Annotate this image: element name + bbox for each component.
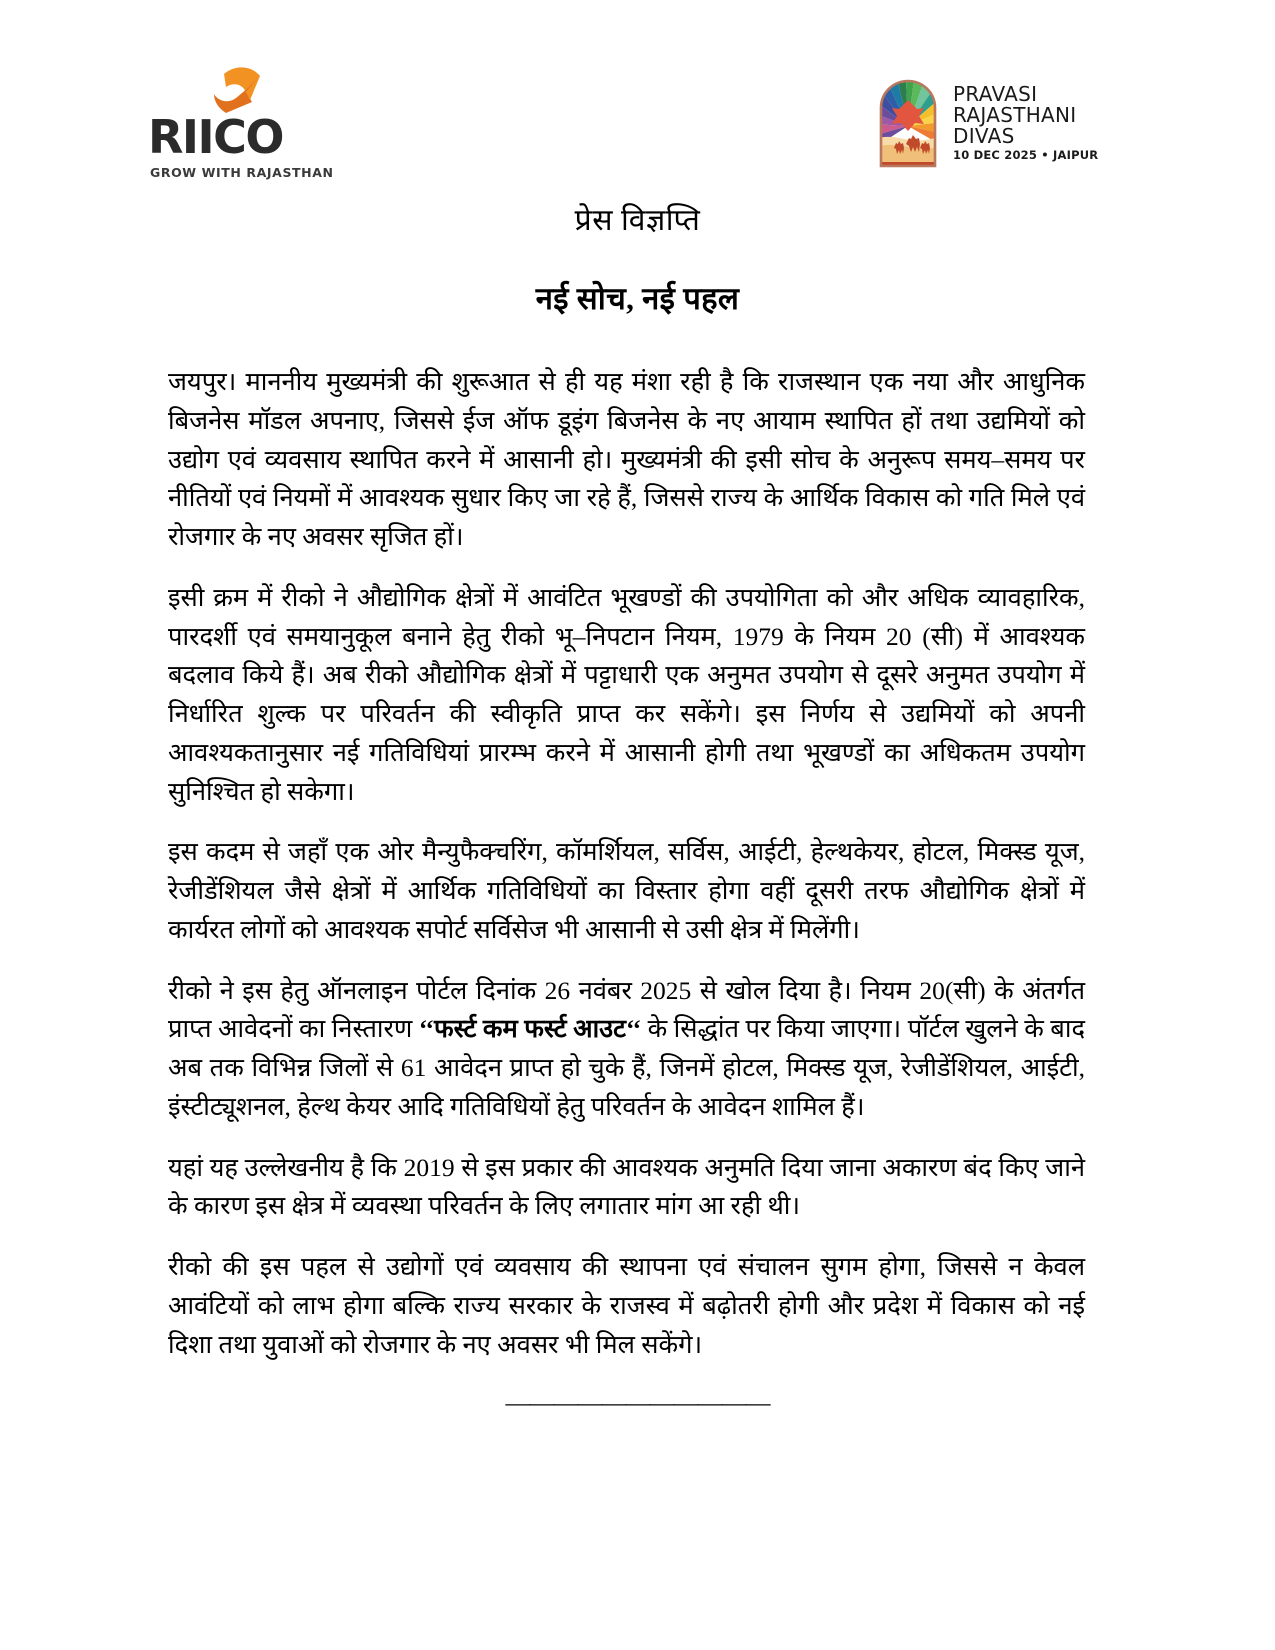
pravasi-line-1: PRAVASI bbox=[953, 82, 1038, 106]
end-of-release-rule: ——————————— bbox=[505, 1390, 770, 1418]
text-run: रीको ने इस हेतु ऑनलाइन पोर्टल दिनांक 26 नवंबर 2025 से खोल दिया है। नियम 20(सी) के अंतर्गत प्राप्त आवेदनों का निस्तारण bbox=[168, 975, 1085, 1044]
text-run: इसी क्रम में रीको ने औद्योगिक क्षेत्रों में आवंटित भूखण्डों की उपयोगिता को और अधिक व्यावहारिक, पारदर्शी एवं समयानुकूल बनाने हेतु रीको भू–निपटान नियम, 1979 के नियम 20 (सी) में आवश्यक बदलाव किये हैं। अब रीको औद्योगिक क्षेत्रों में पट्टाधारी एक अनुमत उपयोग से दूसरे अनुमत उपयोग में निर्धारित शुल्क पर परिवर्तन की स्वीकृति प्राप्त कर सकेंगे। इस निर्णय से उद्यमियों को अपनी आवश्यकतानुसार नई गतिविधियां प्रारम्भ करने में आसानी होगी तथा भूखण्डों का अधिकतम उपयोग सुनिश्चित हो सकेगा। bbox=[168, 582, 1085, 806]
text-run: इस कदम से जहाँ एक ओर मैन्युफैक्चरिंग, कॉमर्शियल, सर्विस, आईटी, हेल्थकेयर, होटल, मिक्स्ड यूज, रेजीडेंशियल जैसे क्षेत्रों में आर्थिक गतिविधियों का विस्तार होगा वहीं दूसरी तरफ औद्योगिक क्षेत्रों में कार्यरत लोगों को आवश्यक सपोर्ट सर्विसेज भी आसानी से उसी क्षेत्र में मिलेंगी। bbox=[168, 837, 1085, 944]
pravasi-line-3: DIVAS bbox=[953, 123, 1015, 148]
pravasi-arch-emblem-icon bbox=[872, 78, 944, 172]
letterhead bbox=[0, 0, 1275, 190]
page-title: प्रेस विज्ञप्ति bbox=[574, 204, 701, 237]
riico-wordmark: RIICO bbox=[148, 110, 284, 164]
press-release-body bbox=[168, 363, 1085, 1364]
page-subtitle: नई सोच, नई पहल bbox=[535, 281, 740, 316]
pravasi-date-venue: 10 DEC 2025 • JAIPUR bbox=[953, 148, 1099, 163]
para-3 bbox=[168, 833, 1085, 949]
riico-tagline: GROW WITH RAJASTHAN bbox=[150, 165, 334, 180]
para-2 bbox=[168, 579, 1085, 812]
emphasized-phrase: ‘‘फर्स्ट कम फर्स्ट आउट‘‘ bbox=[418, 1014, 642, 1044]
text-run: के सिद्धांत पर किया जाएगा। पॉर्टल खुलने के बाद अब तक विभिन्न जिलों से 61 आवेदन प्राप्त हो चुके हैं, जिनमें होटल, मिक्स्ड यूज, रेजीडेंशियल, आईटी, इंस्टीट्यूशनल, हेल्थ केयर आदि गतिविधियों हेतु परिवर्तन के आवेदन शामिल हैं। bbox=[168, 1014, 1085, 1121]
para-1 bbox=[168, 363, 1085, 557]
pravasi-line-2: RAJASTHANI bbox=[953, 102, 1077, 127]
pravasi-rajasthani-divas-logo bbox=[872, 78, 1098, 178]
para-6 bbox=[168, 1248, 1085, 1364]
para-4 bbox=[168, 972, 1085, 1127]
text-run: यहां यह उल्लेखनीय है कि 2019 से इस प्रकार की आवश्यक अनुमति दिया जाना अकारण बंद किए जाने के कारण इस क्षेत्र में व्यवस्था परिवर्तन के लिए लगातार मांग आ रही थी। bbox=[168, 1152, 1085, 1221]
text-run: जयपुर। माननीय मुख्यमंत्री की शुरूआत से ही यह मंशा रही है कि राजस्थान एक नया और आधुनिक बिजनेस मॉडल अपनाए, जिससे ईज ऑफ डूइंग बिजनेस के नए आयाम स्थापित हों तथा उद्यमियों को उद्योग एवं व्यवसाय स्थापित करने में आसानी हो। मुख्यमंत्री की इसी सोच के अनुरूप समय–समय पर नीतियों एवं नियमों में आवश्यक सुधार किए जा रहे हैं, जिससे राज्य के आर्थिक विकास को गति मिले एवं रोजगार के नए अवसर सृजित हों। bbox=[168, 367, 1085, 551]
text-run: रीको की इस पहल से उद्योगों एवं व्यवसाय की स्थापना एवं संचालन सुगम होगा, जिससे न केवल आवंटियों को लाभ होगा बल्कि राज्य सरकार के राजस्व में बढ़ोतरी होगी और प्रदेश में विकास को नई दिशा तथा युवाओं को रोजगार के नए अवसर भी मिल सकेंगे। bbox=[168, 1252, 1085, 1359]
pravasi-logo-text bbox=[953, 78, 1098, 162]
para-5 bbox=[168, 1149, 1085, 1227]
